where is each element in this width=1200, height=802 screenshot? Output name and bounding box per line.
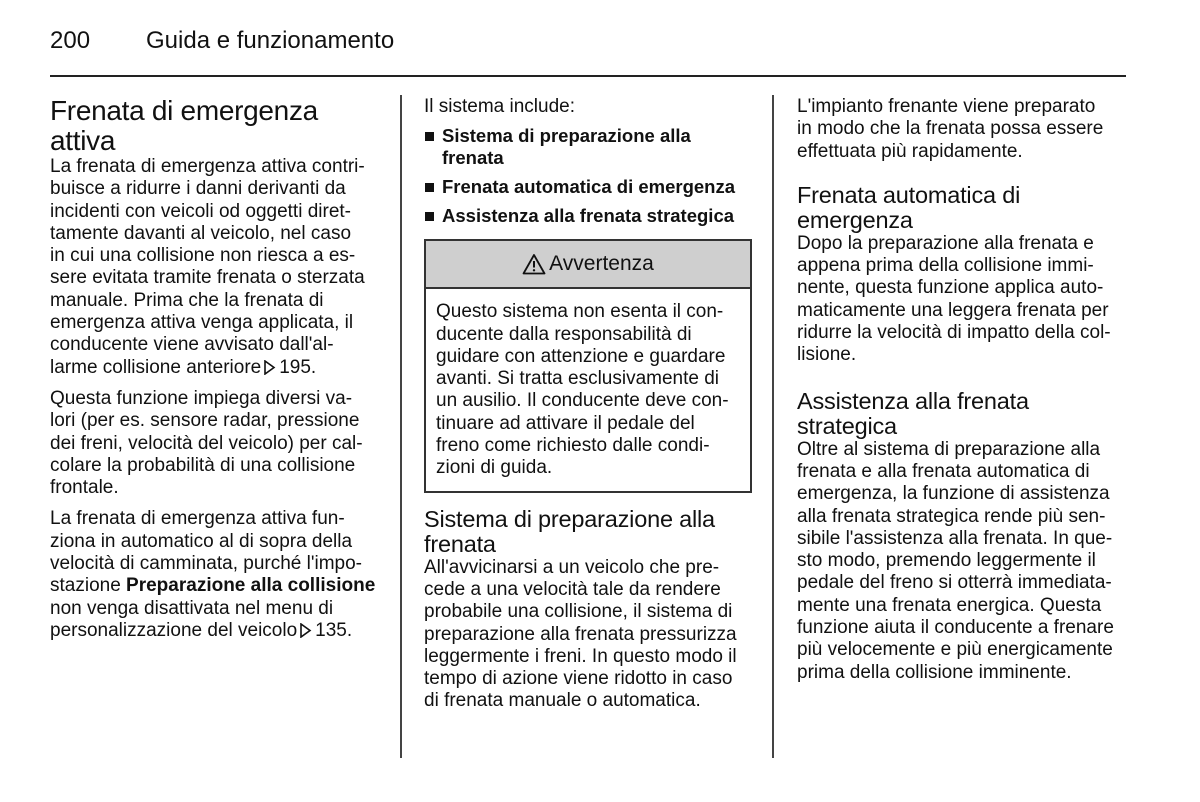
warning-header bbox=[426, 241, 750, 289]
list-item bbox=[424, 125, 756, 169]
paragraph: Dopo la preparazione alla frenata e appena prima della collisione immi- nente, questa funzione applica auto- maticamente una leggera frenata per ridurre la velocità di impatto della col- lisione. bbox=[797, 232, 1111, 366]
main-title: Frenata di emergenza attiva bbox=[50, 95, 318, 156]
paragraph bbox=[50, 156, 380, 379]
paragraph: Oltre al sistema di preparazione alla frenata e alla frenata automatica di emergenza, la funzione di assistenza alla frenata strategica rende più sen- sibile l'assistenza alla frenata. In que- sto modo, premendo leggermente il pedale del freno si otterrà immediata- mente una frenata energica. Questa funzione aiuta il conducente a frenare più velocemente e più energicamente prima della collisione imminente. bbox=[797, 438, 1114, 683]
section-header: Guida e funzionamento bbox=[146, 27, 395, 54]
bullet-icon bbox=[425, 183, 434, 192]
column-divider bbox=[400, 95, 402, 758]
paragraph-text: La frenata di emergenza attiva contri- buisce a ridurre i danni derivanti da incidenti con veicoli od oggetti diret- tamente davanti al veicolo, nel caso in cui una collisione non riesca a es- sere evitata tramite frenata o sterzata manuale. Prima che la frenata di emergenza attiva venga applicata, il conducente viene avvisato dall'al- larme collisione anteriore bbox=[50, 156, 365, 378]
bullet-icon bbox=[425, 132, 434, 141]
list-item-label: Frenata automatica di emergenza bbox=[442, 176, 736, 198]
page-reference-arrow-icon bbox=[263, 360, 276, 375]
page-reference-arrow-icon bbox=[299, 623, 312, 638]
bullet-icon bbox=[425, 212, 434, 221]
section-heading: Sistema di preparazione alla frenata bbox=[424, 505, 715, 557]
column-1 bbox=[50, 96, 380, 642]
page-reference: 135. bbox=[315, 619, 353, 641]
warning-text: Questo sistema non esenta il con- ducente dalla responsabilità di guidare con attenzione e guardare avanti. Si tratta esclusivamente di un ausilio. Il conducente deve con- tinuare ad attivare il pedale del freno come richiesto dalle condi- zioni di guida. bbox=[436, 301, 729, 479]
section-heading: Frenata automatica di emergenza bbox=[797, 181, 1021, 233]
paragraph bbox=[50, 508, 380, 642]
header-rule bbox=[50, 75, 1126, 77]
page-reference: 195. bbox=[279, 356, 317, 378]
column-divider bbox=[772, 95, 774, 758]
warning-triangle-icon bbox=[522, 253, 546, 275]
page-number: 200 bbox=[50, 27, 91, 54]
list-item bbox=[424, 205, 756, 227]
list-item-label: Assistenza alla frenata strategica bbox=[442, 205, 735, 227]
paragraph-text: La frenata di emergenza attiva fun- ziona in automatico al di sopra della velocità di camminata, purché l'impo- stazione bbox=[50, 508, 362, 597]
list-item bbox=[424, 176, 756, 198]
list-item-label: Sistema di preparazione alla frenata bbox=[442, 125, 691, 169]
column-2 bbox=[424, 96, 756, 713]
warning-title: Avvertenza bbox=[549, 252, 654, 276]
feature-list bbox=[424, 125, 756, 227]
paragraph-text: non venga disattivata nel menu di personalizzazione del veicolo bbox=[50, 597, 334, 641]
setting-name: Preparazione alla collisione bbox=[126, 575, 376, 597]
intro-text: Il sistema include: bbox=[424, 96, 576, 117]
section-heading: Assistenza alla frenata strategica bbox=[797, 387, 1029, 439]
paragraph: All'avvicinarsi a un veicolo che pre- cede a una velocità tale da rendere probabile una collisione, il sistema di preparazione alla frenata pressurizza leggermente i freni. In questo modo il tempo di azione viene ridotto in caso di frenata manuale o automatica. bbox=[424, 556, 737, 712]
paragraph: Questa funzione impiega diversi va- lori (per es. sensore radar, pressione dei freni, velocità del veicolo) per cal- colare la probabilità di una collisione frontale. bbox=[50, 387, 363, 499]
column-3 bbox=[797, 96, 1129, 684]
paragraph: L'impianto frenante viene preparato in modo che la frenata possa essere effettuata più rapidamente. bbox=[797, 96, 1104, 162]
warning-box bbox=[424, 239, 752, 492]
